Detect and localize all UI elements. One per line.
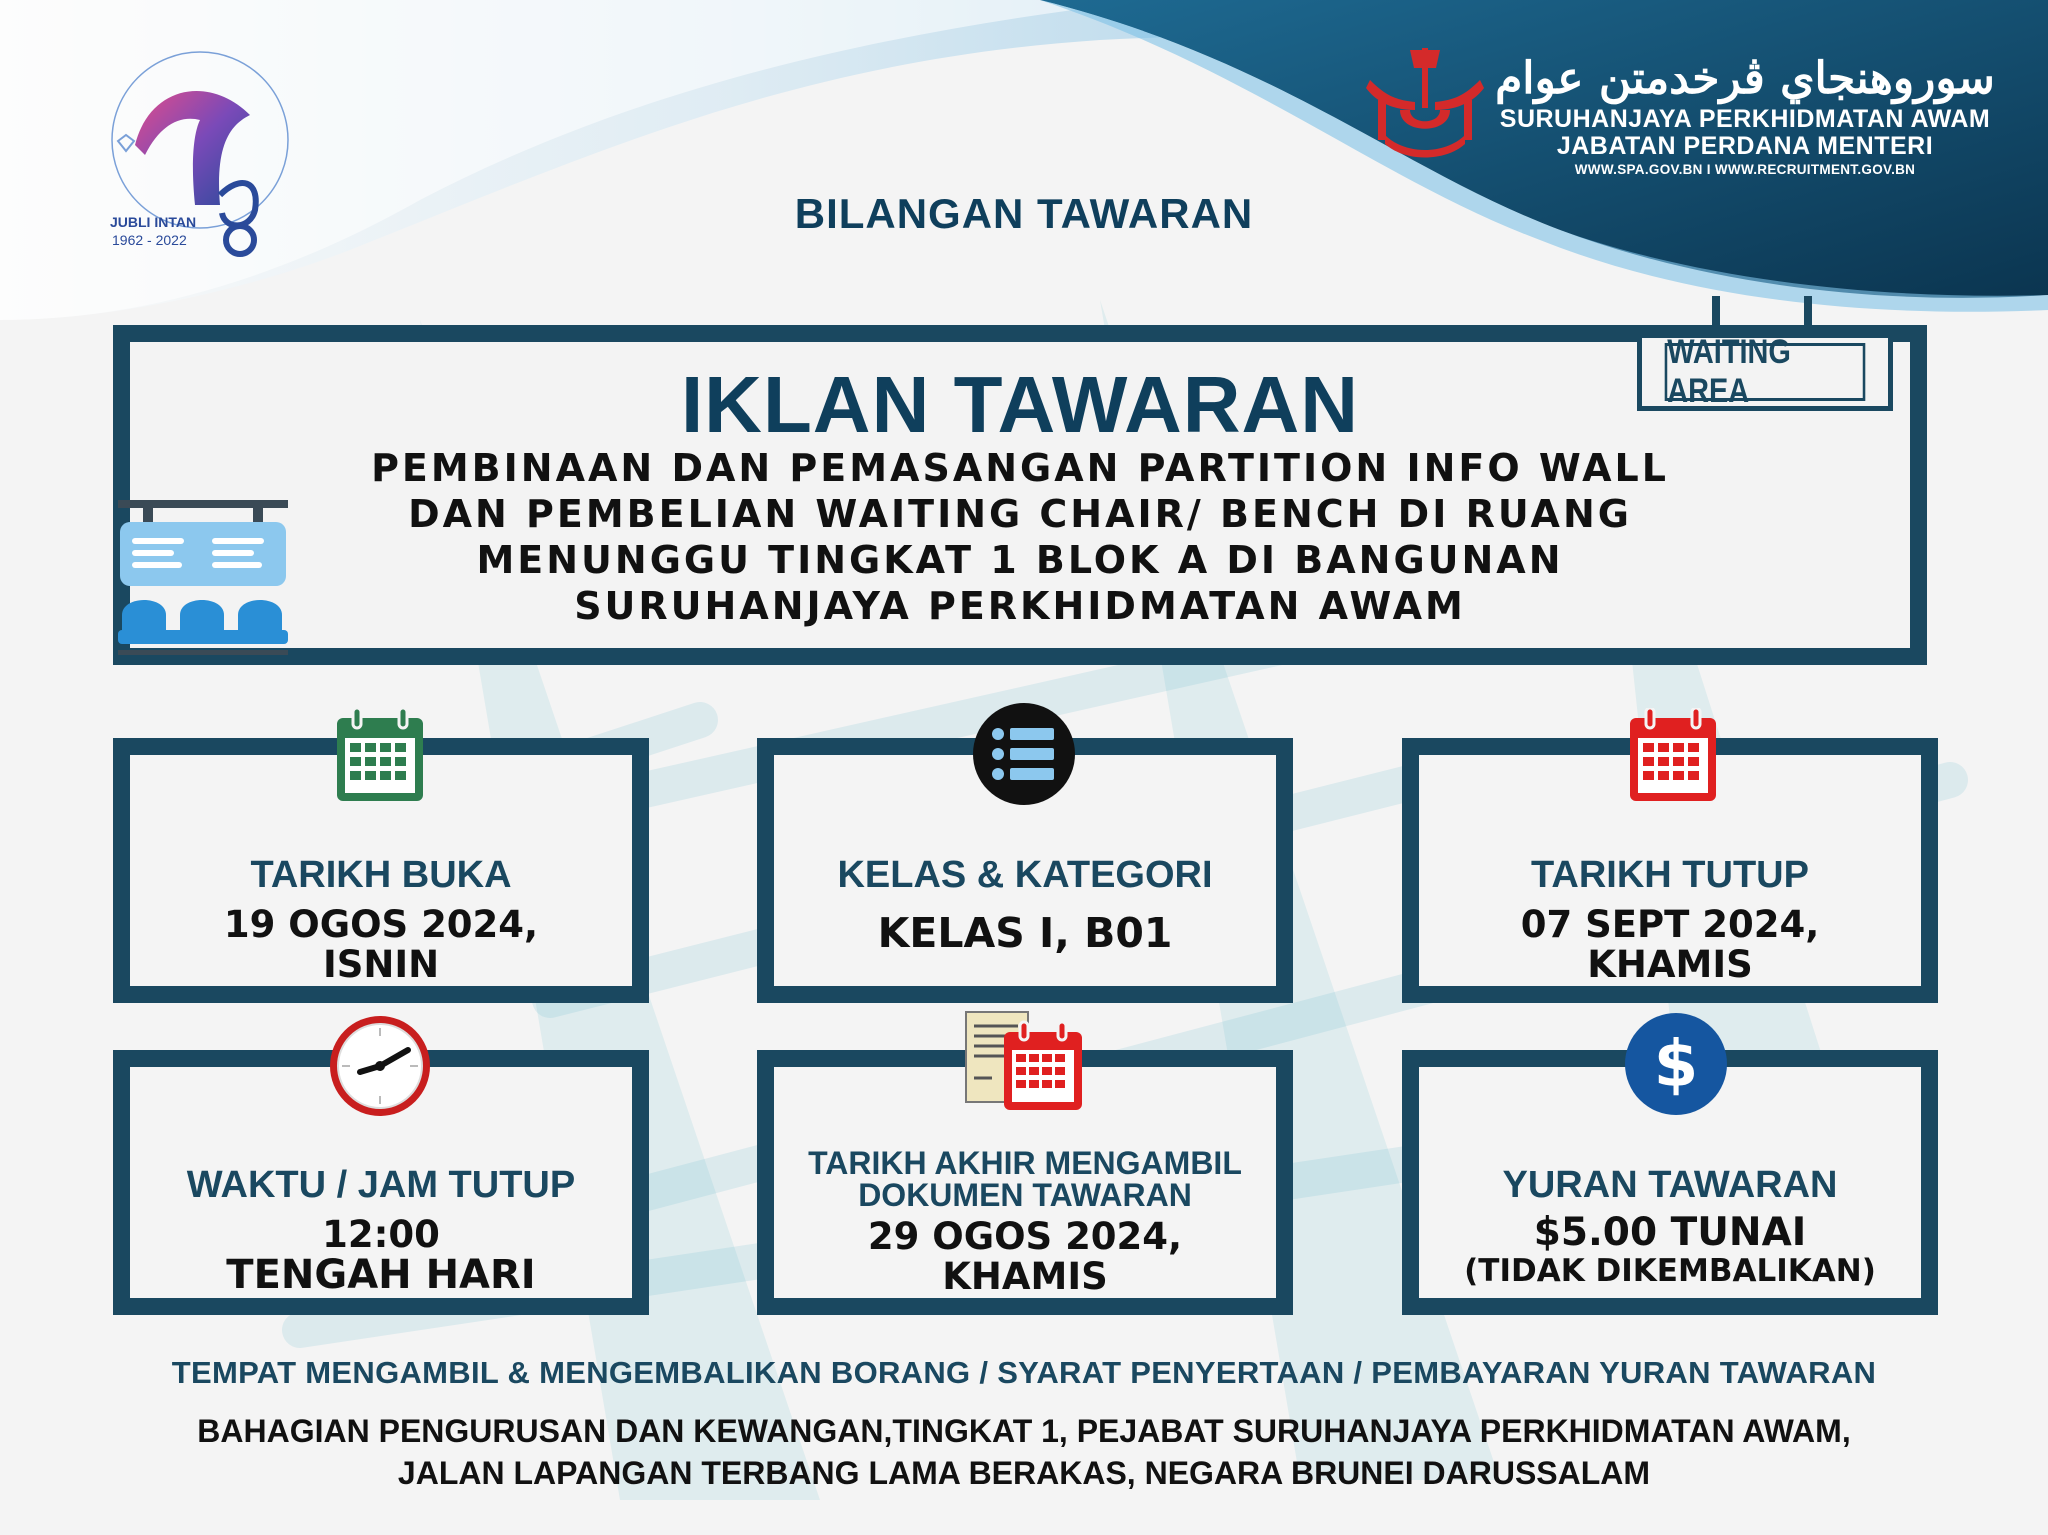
main-description: PEMBINAAN DAN PEMASANGAN PARTITION INFO WALL DAN PEMBELIAN WAITING CHAIR/ BENCH DI RUANG MENUNGGU TINGKAT 1 BLOK A DI BANGUNAN SURUHANJAYA PERKHIDMATAN AWAM	[371, 446, 1669, 628]
footer-address	[0, 1410, 2048, 1494]
offer-number-heading: BILANGAN TAWARAN	[794, 190, 1254, 237]
jubli-text: JUBLI INTAN	[110, 214, 197, 230]
dollar-icon	[1624, 1012, 1728, 1116]
org-name-jawi: سوروهنجاي ڤرخدمتن عوام	[1495, 53, 1995, 104]
class-category-label: KELAS & KATEGORI	[837, 854, 1213, 896]
close-time-period: TENGAH HARI	[226, 1252, 536, 1298]
red-calendar-icon	[1628, 708, 1718, 803]
class-category-value: KELAS I, B01	[877, 909, 1173, 957]
list-icon	[972, 702, 1076, 806]
close-date-label: TARIKH TUTUP	[1531, 854, 1809, 896]
org-websites: WWW.SPA.GOV.BN I WWW.RECRUITMENT.GOV.BN	[1574, 162, 1916, 177]
close-date-day: KHAMIS	[1587, 943, 1753, 986]
svg-text:$: $	[1653, 1028, 1699, 1102]
fee-value: $5.00 TUNAI	[1533, 1210, 1807, 1255]
sign-posts	[1712, 296, 1822, 336]
doc-deadline-value: 29 OGOS 2024,	[867, 1215, 1183, 1258]
doc-deadline-label-2: DOKUMEN TAWARAN	[858, 1177, 1192, 1213]
open-date-value: 19 OGOS 2024,	[223, 903, 539, 946]
main-title: IKLAN TAWARAN	[680, 360, 1360, 449]
green-calendar-icon	[335, 708, 425, 803]
org-name: SURUHANJAYA PERKHIDMATAN AWAM	[1499, 105, 1991, 133]
open-date-day: ISNIN	[322, 943, 440, 986]
waiting-bench-icon	[118, 500, 293, 665]
open-date-label: TARIKH BUKA	[250, 854, 512, 896]
jubli-years: 1962 - 2022	[112, 232, 187, 248]
close-date-value: 07 SEPT 2024,	[1520, 903, 1820, 946]
footer-address-line-2: JALAN LAPANGAN TERBANG LAMA BERAKAS, NEGARA BRUNEI DARUSSALAM	[397, 1455, 1651, 1491]
close-time-value: 12:00	[322, 1213, 440, 1256]
fee-label: YURAN TAWARAN	[1502, 1164, 1838, 1206]
document-calendar-icon	[962, 1008, 1084, 1113]
doc-deadline-label-1: TARIKH AKHIR MENGAMBIL	[808, 1145, 1242, 1181]
doc-deadline-day: KHAMIS	[942, 1255, 1108, 1298]
footer-location-label: TEMPAT MENGAMBIL & MENGEMBALIKAN BORANG / SYARAT PENYERTAAN / PEMBAYARAN YURAN TAWARAN	[171, 1355, 1877, 1390]
waiting-area-sign-text: WAITING AREA	[1665, 343, 1866, 401]
clock-icon	[328, 1014, 432, 1118]
footer-address-line-1: BAHAGIAN PENGURUSAN DAN KEWANGAN,TINGKAT 1, PEJABAT SURUHANJAYA PERKHIDMATAN AWAM,	[197, 1413, 1851, 1449]
organization-header	[1495, 52, 1995, 180]
brunei-crest-icon	[1360, 40, 1490, 170]
org-department: JABATAN PERDANA MENTERI	[1556, 132, 1934, 160]
fee-note: (TIDAK DIKEMBALIKAN)	[1464, 1253, 1876, 1289]
close-time-label: WAKTU / JAM TUTUP	[186, 1164, 576, 1206]
